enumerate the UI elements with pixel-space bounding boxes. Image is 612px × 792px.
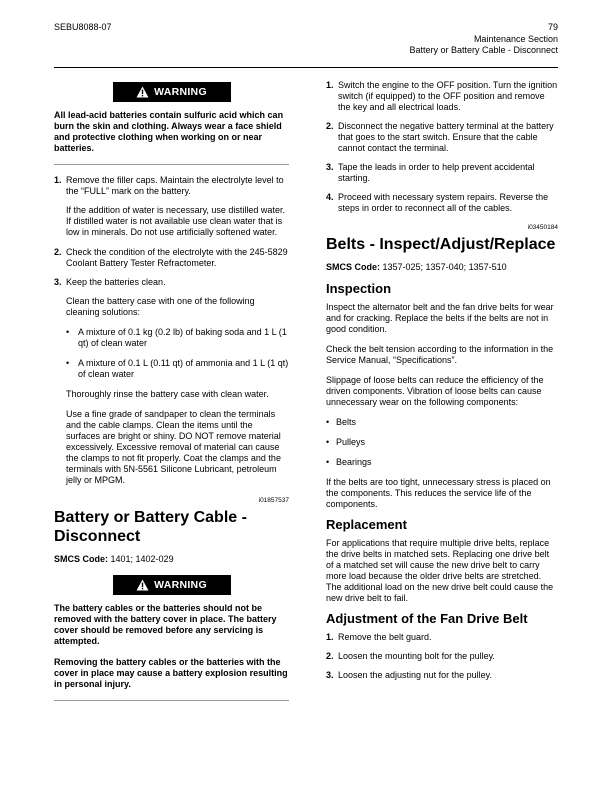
warning-label [113, 575, 231, 595]
step-number: 3. [54, 277, 62, 287]
page-header [409, 22, 558, 57]
step-item [54, 175, 289, 197]
step-item [326, 651, 558, 662]
step-number: 4. [326, 192, 334, 202]
step-item [54, 247, 289, 269]
step-item [326, 632, 558, 643]
list-item-text: Pulleys [336, 437, 366, 447]
smcs-code [54, 554, 289, 565]
paragraph: Check the belt tension according to the information in the Service Manual, “Specifications”. [326, 344, 554, 365]
smcs-label: SMCS Code: [54, 554, 108, 564]
section-title: Belts - Inspect/Adjust/Replace [326, 236, 556, 253]
smcs-value: 1357-025; 1357-040; 1357-510 [382, 262, 507, 272]
subsection-heading: Adjustment of the Fan Drive Belt [326, 611, 528, 626]
paragraph: For applications that require multiple drive belts, replace the drive belts in matched sets. Replacing one drive belt of a matched set will cause the new drive belt to carry more load because the older drive belts are stretched. The additional load on the new drive belt could cause the new drive belt to fail. [326, 538, 554, 603]
step-note: Thoroughly rinse the battery case with clean water. [66, 389, 269, 399]
list-item [326, 417, 558, 428]
step-item [326, 670, 558, 681]
step-number: 1. [326, 632, 334, 642]
step-number: 1. [326, 80, 334, 90]
step-text: Loosen the adjusting nut for the pulley. [338, 670, 492, 680]
step-item [54, 277, 289, 288]
step-item [326, 80, 558, 113]
list-item-text: A mixture of 0.1 L (0.11 qt) of ammonia and 1 L (1 qt) of clean water [78, 358, 289, 379]
topic-name: Battery or Battery Cable - Disconnect [409, 45, 558, 55]
step-text: Check the condition of the electrolyte with the 245‑5829 Coolant Battery Tester Refractometer. [66, 247, 288, 268]
step-number: 3. [326, 670, 334, 680]
warning-label [113, 82, 231, 102]
list-item-text: Belts [336, 417, 357, 427]
step-item [326, 121, 558, 154]
bullet-icon: • [326, 457, 330, 467]
list-item [326, 457, 558, 468]
step-text: Tape the leads in order to help prevent accidental starting. [338, 162, 535, 183]
step-note: Clean the battery case with one of the following cleaning solutions: [66, 296, 255, 317]
subsection-heading: Inspection [326, 281, 392, 296]
list-item-text: A mixture of 0.1 kg (0.2 lb) of baking soda and 1 L (1 qt) of clean water [78, 327, 287, 348]
warning-triangle-icon [136, 86, 149, 98]
paragraph: If the belts are too tight, unnecessary stress is placed on the components. This reduces the service life of the components. [326, 477, 551, 509]
step-number: 2. [54, 247, 62, 257]
document-number: SEBU8088-07 [54, 22, 112, 32]
step-item [326, 192, 558, 214]
bullet-icon: • [326, 437, 330, 447]
step-text: Switch the engine to the OFF position. Turn the ignition switch (if equipped) to the OFF position and remove the key and all electrical loads. [338, 80, 558, 112]
warning-banner [54, 82, 289, 102]
reference-id: i03450184 [527, 224, 558, 231]
bullet-icon: • [66, 358, 70, 368]
list-item-text: Bearings [336, 457, 372, 467]
warning-label-text: WARNING [154, 578, 207, 591]
step-item [326, 162, 558, 184]
smcs-code [326, 262, 558, 273]
warning-text: Removing the battery cables or the batteries with the cover in place may cause a battery explosion resulting in personal injury. [54, 657, 288, 689]
step-text: Remove the filler caps. Maintain the electrolyte level to the “FULL” mark on the battery. [66, 175, 284, 196]
warning-label-text: WARNING [154, 85, 207, 98]
page-number: 79 [547, 22, 558, 32]
step-note: Use a fine grade of sandpaper to clean the terminals and the cable clamps. Clean the items until the surfaces are bright or shiny. DO NOT remove material excessively. Excessive removal of material can cause the clamps to not fit properly. Coat the clamps and the terminals with 5N‑5561 Silicone Lubricant, petroleum jelly or MPGM. [66, 409, 281, 485]
paragraph: Slippage of loose belts can reduce the efficiency of the driven components. Vibration of loose belts can cause unnecessary wear on the following components: [326, 375, 544, 407]
list-item [326, 437, 558, 448]
smcs-value: 1401; 1402-029 [110, 554, 174, 564]
section-title: Battery or Battery Cable - Disconnect [54, 509, 247, 545]
step-text: Proceed with necessary system repairs. Reverse the steps in order to reconnect all of the cables. [338, 192, 549, 213]
bullet-icon: • [326, 417, 330, 427]
step-text: Loosen the mounting bolt for the pulley. [338, 651, 495, 661]
warning-banner [54, 575, 289, 595]
list-item [66, 358, 289, 380]
reference-id: i01857537 [258, 497, 289, 504]
section-name: Maintenance Section [473, 33, 558, 44]
step-number: 2. [326, 651, 334, 661]
warning-text: All lead-acid batteries contain sulfuric acid which can burn the skin and clothing. Always wear a face shield and protective clothing when working on or near batteries. [54, 110, 284, 153]
bullet-icon: • [66, 327, 70, 337]
smcs-label: SMCS Code: [326, 262, 380, 272]
right-column [326, 80, 558, 689]
step-note: If the addition of water is necessary, use distilled water. If distilled water is not available use clean water that is low in minerals. Do not use artificially softened water. [66, 205, 285, 237]
list-item [66, 327, 289, 349]
step-text: Keep the batteries clean. [66, 277, 166, 287]
subsection-heading: Replacement [326, 517, 407, 532]
warning-triangle-icon [136, 579, 149, 591]
step-number: 2. [326, 121, 334, 131]
header-rule [54, 67, 558, 68]
step-number: 3. [326, 162, 334, 172]
paragraph: Inspect the alternator belt and the fan drive belts for wear and for cracking. Replace the belts if the belts are not in good condition. [326, 302, 554, 334]
warning-text: The battery cables or the batteries should not be removed with the battery cover in place. The battery cover should be removed before any servicing is attempted. [54, 603, 277, 646]
warning-separator [54, 164, 289, 165]
left-column [54, 80, 289, 711]
step-text: Disconnect the negative battery terminal at the battery that goes to the start switch. Ensure that the cable cannot contact the terminal. [338, 121, 554, 153]
step-text: Remove the belt guard. [338, 632, 432, 642]
warning-separator [54, 700, 289, 701]
step-number: 1. [54, 175, 62, 185]
